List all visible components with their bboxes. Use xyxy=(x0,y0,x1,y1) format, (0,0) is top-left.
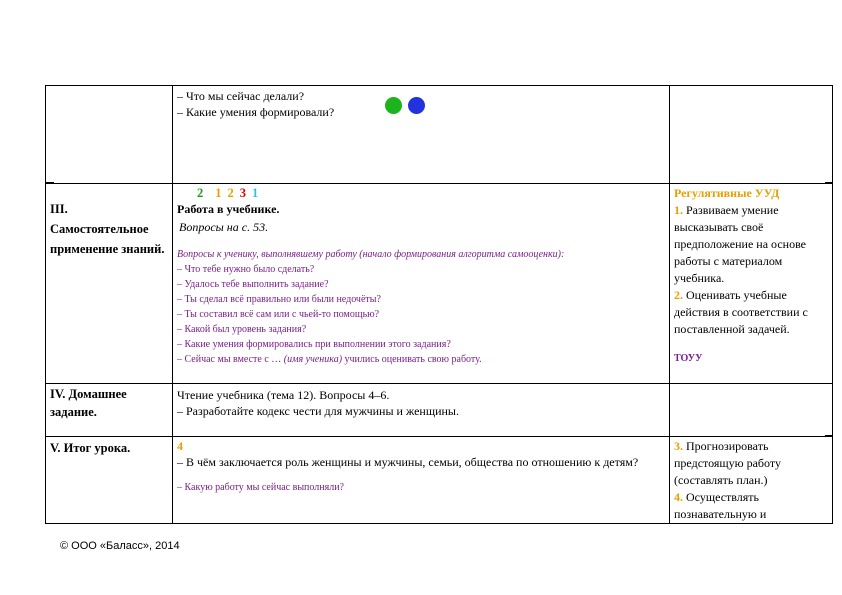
homework-line: – Разработайте кодекс чести для мужчины и женщины. xyxy=(177,404,459,418)
table-row xyxy=(45,183,833,384)
level-number: 1 xyxy=(215,186,222,200)
margin-tick xyxy=(825,182,833,183)
section-heading: Работа в учебнике. xyxy=(177,202,280,216)
margin-tick xyxy=(825,435,833,436)
question-line: – Что мы сейчас делали? xyxy=(177,89,305,103)
uud-cell xyxy=(670,383,833,436)
level-number: 4 xyxy=(177,439,183,453)
uud-cell xyxy=(670,86,833,183)
stage-title: III. Самостоятельное применение знаний. xyxy=(50,202,165,256)
question-line: – Ты сделал всё правильно или были недочёты? xyxy=(177,294,381,305)
homework-line: Чтение учебника (тема 12). Вопросы 4–6. xyxy=(177,388,390,402)
green-circle-icon xyxy=(385,97,402,114)
question-line: – Какие умения формировались при выполнении этого задания? xyxy=(177,339,451,350)
question-line: – Ты составил всё сам или с чьей-то помощью? xyxy=(177,309,380,320)
stage-cell xyxy=(45,383,173,436)
copyright-footer: © ООО «Баласс», 2014 xyxy=(60,540,180,552)
stage-cell xyxy=(45,86,173,183)
stage-title: IV. Домашнее задание. xyxy=(50,387,127,419)
stage-cell xyxy=(45,436,173,523)
uud-number: 3. xyxy=(674,439,683,453)
uud-item xyxy=(674,202,828,287)
questions-intro: Вопросы к ученику, выполнявшему работу (начало формирования алгоритма самооценки): xyxy=(177,249,565,260)
uud-text: Прогнозировать предстоящую работу (составлять план.) xyxy=(674,439,781,487)
content-cell xyxy=(173,383,670,436)
lesson-table xyxy=(45,85,833,524)
margin-tick xyxy=(46,182,54,183)
uud-item xyxy=(674,287,828,338)
question-line: – Что тебе нужно было сделать? xyxy=(177,264,315,275)
content-cell xyxy=(173,436,670,523)
stage-title: V. Итог урока. xyxy=(50,441,131,455)
question-line: – Какую работу мы сейчас выполняли? xyxy=(177,482,344,493)
question-line: – Удалось тебе выполнить задание? xyxy=(177,279,329,290)
table-row xyxy=(45,383,833,437)
question-line: – В чём заключается роль женщины и мужчины, семьи, общества по отношению к детям? xyxy=(177,455,639,469)
uud-text: Оценивать учебные действия в соответствии с поставленной задачей. xyxy=(674,288,808,336)
uud-item xyxy=(674,438,828,489)
content-cell xyxy=(173,86,670,183)
touu-label: ТОУУ xyxy=(674,353,703,364)
uud-item xyxy=(674,489,828,523)
uud-number: 4. xyxy=(674,490,683,504)
uud-number: 1. xyxy=(674,203,683,217)
uud-cell xyxy=(670,183,833,383)
uud-number: 2. xyxy=(674,288,683,302)
uud-title: Регулятивные УУД xyxy=(674,186,780,200)
blue-circle-icon xyxy=(408,97,425,114)
uud-text: Развиваем умение высказывать своё предположение на основе работы с материалом учебника. xyxy=(674,203,806,285)
section-subheading: Вопросы на с. 53. xyxy=(179,220,269,234)
text-span: – Сейчас мы вместе с … xyxy=(177,354,284,365)
question-line: – Какие умения формировали? xyxy=(177,105,335,119)
level-number: 2 xyxy=(197,186,204,200)
text-span: учились оценивать свою работу. xyxy=(342,354,482,365)
content-cell xyxy=(173,183,670,383)
question-line xyxy=(177,352,665,367)
level-numbers xyxy=(177,185,665,201)
uud-text: Осуществлять познавательную и xyxy=(674,490,767,521)
stage-cell xyxy=(45,183,173,383)
table-row xyxy=(45,86,833,184)
level-number: 1 xyxy=(252,186,259,200)
table-row xyxy=(45,436,833,523)
question-line: – Какой был уровень задания? xyxy=(177,324,307,335)
uud-cell xyxy=(670,436,833,523)
level-number: 3 xyxy=(239,186,246,200)
level-number: 2 xyxy=(227,186,234,200)
text-span: (имя ученика) xyxy=(283,354,343,365)
